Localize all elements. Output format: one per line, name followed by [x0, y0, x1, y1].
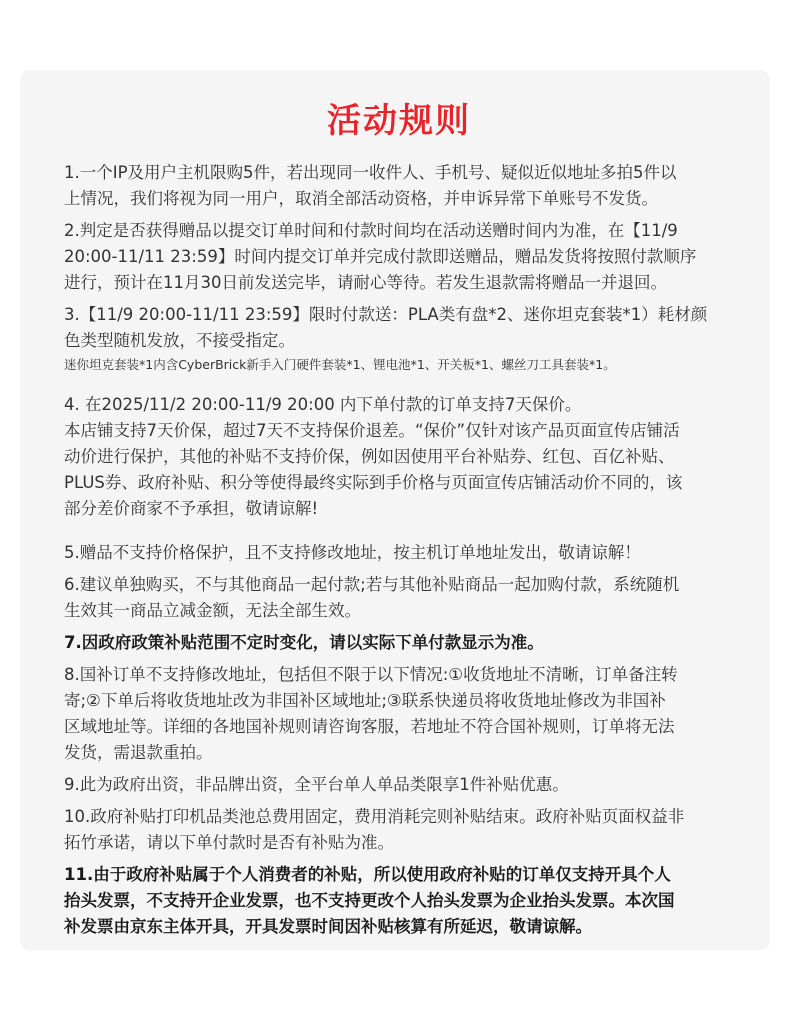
rule-8: 8.国补订单不支持修改地址，包括但不限于以下情况:①收货地址不清晰，订单备注转 寄;②下单后将收货地址改为非国补区域地址;③联系快递员将收货地址修改为非国补 区域地址等。详细的各地国补规则请咨询客服，若地址不符合国补规则，订单将无法 发货，需退款重拍。: [64, 665, 678, 762]
rule-9: 9.此为政府出资，非品牌出资，全平台单人单品类限享1件补贴优惠。: [64, 775, 569, 794]
page-title: 活动规则: [327, 101, 471, 141]
rule-3-note: 迷你坦克套装*1内含CyberBrick新手入门硬件套装*1、锂电池*1、开关板*1、螺丝刀工具套装*1。: [64, 357, 616, 372]
rule-2: 2.判定是否获得赠品以提交订单时间和付款时间均在活动送赠时间内为准，在【11/9 20:00-11/11 23:59】时间内提交订单并完成付款即送赠品，赠品发货将按照付款顺序 进行，预计在11月30日前发送完毕，请耐心等待。若发生退款需将赠品一并退回。: [64, 221, 697, 292]
rule-11: 11.由于政府补贴属于个人消费者的补贴，所以使用政府补贴的订单仅支持开具个人 抬头发票，不支持开企业发票，也不支持更改个人抬头发票为企业抬头发票。本次国 补发票由京东主体开具，开具发票时间因补贴核算有所延迟，敬请谅解。: [64, 865, 675, 936]
rule-3: 3.【11/9 20:00-11/11 23:59】限时付款送：PLA类有盘*2、迷你坦克套装*1）耗材颜 色类型随机发放，不接受指定。: [64, 305, 708, 350]
rule-4: 4. 在2025/11/2 20:00-11/9 20:00 内下单付款的订单支持7天保价。 本店铺支持7天价保，超过7天不支持保价退差。“保价”仅针对该产品页面宣传店铺活 动价进行保护，其他的补贴不支持价保，例如因使用平台补贴券、红包、百亿补贴、 PLUS券、政府补贴、积分等使得最终实际到手价格与页面宣传店铺活动价不同的，该 部分差价商家不予承担，敬请谅解!: [64, 395, 683, 518]
rule-7: 7.因政府政策补贴范围不定时变化，请以实际下单付款显示为准。: [64, 633, 544, 652]
rule-1: 1.一个IP及用户主机限购5件，若出现同一收件人、手机号、疑似近似地址多拍5件以 上情况，我们将视为同一用户，取消全部活动资格，并申诉异常下单账号不发货。: [64, 163, 677, 208]
rule-5: 5.赠品不支持价格保护，且不支持修改地址，按主机订单地址发出，敬请谅解！: [64, 543, 641, 562]
rule-10: 10.政府补贴打印机品类池总费用固定，费用消耗完则补贴结束。政府补贴页面权益非 拓竹承诺，请以下单付款时是否有补贴为准。: [64, 807, 685, 852]
rule-6: 6.建议单独购买，不与其他商品一起付款;若与其他补贴商品一起加购付款，系统随机 生效其一商品立减金额，无法全部生效。: [64, 575, 680, 620]
rules-card: [20, 70, 770, 950]
